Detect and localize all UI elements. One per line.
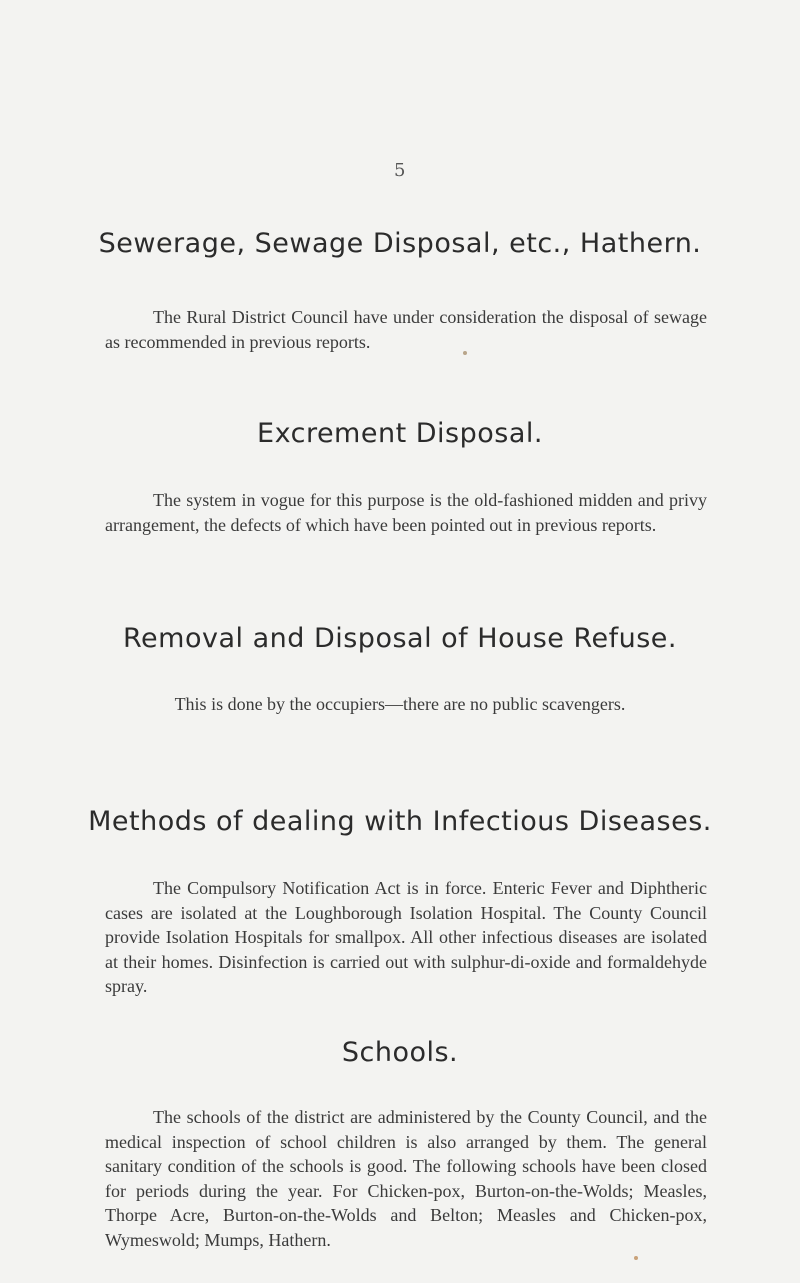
heading-house-refuse: Removal and Disposal of House Refuse. — [122, 623, 678, 654]
page-number: 5 — [394, 160, 406, 181]
paper-speck — [634, 1256, 638, 1260]
heading-excrement-disposal: Excrement Disposal. — [257, 418, 543, 449]
paper-speck — [463, 351, 467, 355]
paragraph-sewerage: The Rural District Council have under consideration the disposal of sewage as recommended in previous reports. — [105, 307, 707, 352]
heading-sewerage: Sewerage, Sewage Disposal, etc., Hathern. — [98, 228, 702, 259]
paragraph-house-refuse: This is done by the occupiers—there are no public scavengers. — [174, 694, 626, 714]
heading-infectious-diseases: Methods of dealing with Infectious Diseases. — [88, 806, 712, 837]
paragraph-excrement-disposal: The system in vogue for this purpose is the old-fashioned midden and privy arrangement, the defects of which have been pointed out in previous reports. — [105, 490, 707, 535]
paragraph-schools: The schools of the district are administered by the County Council, and the medical inspection of school children is also arranged by them. The general sanitary condition of the schools is good. The following schools have been closed for periods during the year. For Chicken-pox, Burton-on-the-Wolds; Measles, Thorpe Acre, Burton-on-the-Wolds and Belton; Measles and Chicken-pox, Wymeswold; Mumps, Hathern. — [105, 1107, 707, 1250]
paragraph-infectious-diseases: The Compulsory Notification Act is in force. Enteric Fever and Diphtheric cases are isolated at the Loughborough Isolation Hospital. The County Council provide Isolation Hospitals for smallpox. All other infectious diseases are isolated at their homes. Disinfection is carried out with sulphur-di-oxide and formaldehyde spray. — [105, 878, 707, 996]
heading-schools: Schools. — [341, 1037, 459, 1068]
